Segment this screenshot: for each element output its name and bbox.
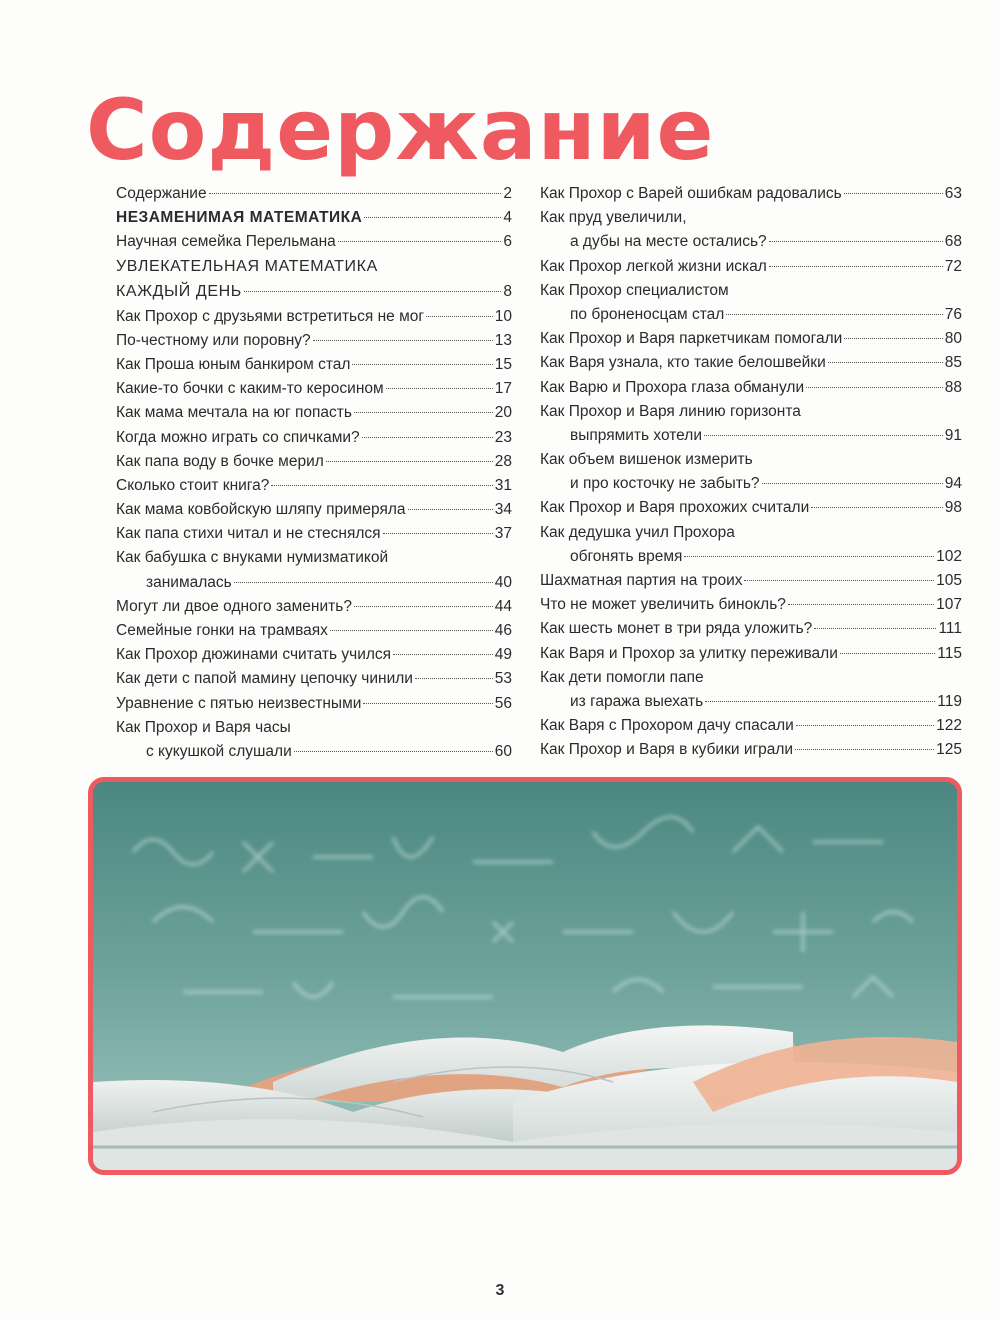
toc-entry xyxy=(116,546,512,594)
toc-entry xyxy=(116,255,512,305)
toc-leader-dots xyxy=(363,703,492,704)
toc-entry-title: Как дедушка учил Прохора xyxy=(540,523,735,541)
page-title: Содержание xyxy=(86,81,715,179)
toc-entry xyxy=(116,353,512,377)
toc-entry xyxy=(540,255,962,279)
toc-page-number: 20 xyxy=(494,404,512,422)
toc-leader-dots xyxy=(744,580,934,581)
toc-leader-dots xyxy=(704,435,943,436)
toc-entry-title: КАЖДЫЙ ДЕНЬ xyxy=(116,282,242,300)
toc-leader-dots xyxy=(788,604,934,605)
toc-entry xyxy=(116,329,512,353)
toc-page-number: 76 xyxy=(944,305,962,323)
toc-entry-title: Как дети с папой мамину цепочку чинили xyxy=(116,670,413,688)
toc-page-number: 6 xyxy=(503,233,512,251)
toc-entry-title: Как Варя с Прохором дачу спасали xyxy=(540,717,794,735)
toc-page-number: 125 xyxy=(936,741,962,759)
toc-leader-dots xyxy=(364,217,501,218)
toc-page-number: 17 xyxy=(494,380,512,398)
toc-leader-dots xyxy=(386,388,493,389)
toc-entry xyxy=(540,182,962,206)
toc-entry-title: Уравнение с пятью неизвестными xyxy=(116,694,362,712)
toc-page-number: 23 xyxy=(494,428,512,446)
toc-entry-title: а дубы на месте остались? xyxy=(570,233,767,251)
toc-page-number: 56 xyxy=(494,694,512,712)
toc-entry-title: Как объем вишенок измерить xyxy=(540,451,753,469)
toc-entry-title: и про косточку не забыть? xyxy=(570,475,760,493)
toc-entry xyxy=(116,692,512,716)
toc-entry xyxy=(540,496,962,520)
toc-page-number: 102 xyxy=(936,547,962,565)
toc-leader-dots xyxy=(271,485,492,486)
toc-entry xyxy=(540,593,962,617)
toc-leader-dots xyxy=(326,461,493,462)
toc-page-number: 105 xyxy=(936,572,962,589)
toc-entry xyxy=(116,426,512,450)
toc-entry-title: Как папа стихи читал и не стеснялся xyxy=(116,525,381,543)
toc-entry-title: Могут ли двое одного заменить? xyxy=(116,597,352,615)
toc-entry-title: Как папа воду в бочке мерил xyxy=(116,452,324,470)
toc-page-number: 111 xyxy=(938,620,962,638)
toc-page-number: 85 xyxy=(944,354,962,372)
toc-leader-dots xyxy=(762,483,943,484)
books-photo-graphic xyxy=(93,782,957,1170)
toc-entry-title: выпрямить хотели xyxy=(570,426,702,444)
toc-page-number: 98 xyxy=(944,499,962,517)
toc-page-number: 46 xyxy=(494,622,512,639)
toc-leader-dots xyxy=(244,291,502,292)
toc-page-number: 53 xyxy=(494,670,512,688)
toc-column-left xyxy=(116,182,512,764)
toc-entry xyxy=(116,450,512,474)
toc-entry-title: Как Варю и Прохора глаза обманули xyxy=(540,378,805,396)
toc-entry xyxy=(116,182,512,206)
toc-entry xyxy=(540,448,962,496)
toc-page-number: 80 xyxy=(944,330,962,348)
toc-page-number: 88 xyxy=(944,378,962,396)
toc-entry xyxy=(540,376,962,400)
toc-leader-dots xyxy=(705,701,935,702)
toc-entry-title: Как шесть монет в три ряда уложить? xyxy=(540,620,813,638)
toc-entry-title: Как Прохор легкой жизни искал xyxy=(540,257,767,275)
toc-leader-dots xyxy=(806,387,943,388)
toc-entry-title: НЕЗАМЕНИМАЯ МАТЕМАТИКА xyxy=(116,209,363,227)
toc-entry-title: Как Прохор специалистом xyxy=(540,281,729,299)
toc-entry xyxy=(116,305,512,329)
toc-entry xyxy=(540,617,962,641)
toc-entry-title: Как Прохор с Варей ошибкам радовались xyxy=(540,185,842,202)
toc-entry xyxy=(116,206,512,230)
toc-entry xyxy=(540,642,962,666)
toc-entry-title: Как Прохор дюжинами считать учился xyxy=(116,646,392,664)
toc-page-number: 40 xyxy=(494,573,512,591)
toc-entry xyxy=(540,521,962,569)
toc-entry xyxy=(540,569,962,593)
toc-entry-title: Научная семейка Перельмана xyxy=(116,233,336,251)
toc-entry xyxy=(116,619,512,643)
toc-page-number: 28 xyxy=(494,452,512,470)
toc-entry-title: Что не может увеличить бинокль? xyxy=(540,596,786,614)
toc-leader-dots xyxy=(383,533,493,534)
toc-entry-title: Сколько стоит книга? xyxy=(116,476,270,494)
toc-leader-dots xyxy=(338,241,502,242)
toc-entry-title: Как Проша юным банкиром стал xyxy=(116,355,351,373)
toc-page-number: 119 xyxy=(937,692,962,710)
toc-entry-title: Как дети помогли папе xyxy=(540,668,704,686)
toc-entry-title: Как Прохор и Варя паркетчикам помогали xyxy=(540,330,843,348)
toc-entry-title: обгонять время xyxy=(570,547,683,565)
toc-page-number: 13 xyxy=(494,331,512,349)
toc-entry-title: Шахматная партия на троих xyxy=(540,572,743,589)
toc-leader-dots xyxy=(844,193,943,194)
toc-page-number: 31 xyxy=(494,476,512,494)
toc-leader-dots xyxy=(393,654,493,655)
toc-entry xyxy=(116,643,512,667)
toc-entry-title: Как Прохор с друзьями встретиться не мог xyxy=(116,307,424,325)
toc-page-number: 107 xyxy=(936,596,962,614)
toc-leader-dots xyxy=(726,314,942,315)
toc-leader-dots xyxy=(294,751,493,752)
toc-leader-dots xyxy=(426,316,493,317)
toc-page-number: 60 xyxy=(494,742,512,760)
toc-leader-dots xyxy=(354,412,493,413)
toc-column-right xyxy=(540,182,962,763)
toc-entry-title: Как Варя и Прохор за улитку переживали xyxy=(540,644,838,662)
toc-leader-dots xyxy=(354,606,493,607)
toc-entry-title: занималась xyxy=(146,573,232,591)
toc-entry-title: из гаража выехать xyxy=(570,692,704,710)
toc-entry xyxy=(540,400,962,448)
toc-page-number: 34 xyxy=(494,501,512,519)
toc-page-number: 68 xyxy=(944,233,962,251)
toc-entry-title: Как Варя узнала, кто такие белошвейки xyxy=(540,354,826,372)
toc-page-number: 94 xyxy=(944,475,962,493)
toc-page-number: 72 xyxy=(944,257,962,275)
toc-entry xyxy=(540,327,962,351)
toc-page-number: 122 xyxy=(936,717,962,735)
toc-entry xyxy=(116,595,512,619)
toc-entry-title: Как Прохор и Варя линию горизонта xyxy=(540,402,801,420)
toc-entry xyxy=(540,206,962,254)
toc-page-number: 91 xyxy=(944,426,962,444)
toc-page-number: 63 xyxy=(944,185,962,202)
toc-entry-title: Как мама ковбойскую шляпу примеряла xyxy=(116,501,406,519)
toc-entry xyxy=(540,351,962,375)
toc-entry xyxy=(116,716,512,764)
toc-leader-dots xyxy=(684,556,934,557)
toc-entry xyxy=(540,666,962,714)
toc-leader-dots xyxy=(814,628,936,629)
toc-entry-title: Как Прохор и Варя в кубики играли xyxy=(540,741,794,759)
illustration-books-blackboard xyxy=(88,777,962,1175)
toc-entry xyxy=(540,714,962,738)
toc-entry-title: Как Прохор и Варя прохожих считали xyxy=(540,499,810,517)
toc-entry xyxy=(116,377,512,401)
toc-page-number: 44 xyxy=(494,597,512,615)
toc-page-number: 2 xyxy=(503,185,512,202)
page-number: 3 xyxy=(495,1282,505,1299)
toc-entry xyxy=(116,522,512,546)
toc-leader-dots xyxy=(415,678,493,679)
toc-leader-dots xyxy=(769,266,943,267)
toc-entry-title: по броненосцам стал xyxy=(570,305,725,323)
toc-page-number: 4 xyxy=(503,209,512,227)
toc-entry xyxy=(540,738,962,762)
toc-leader-dots xyxy=(362,437,493,438)
toc-entry-title: Как Прохор и Варя часы xyxy=(116,718,291,736)
toc-page-number: 37 xyxy=(494,525,512,543)
toc-page-number: 10 xyxy=(494,307,512,325)
toc-entry xyxy=(116,498,512,522)
toc-leader-dots xyxy=(234,582,493,583)
toc-leader-dots xyxy=(408,509,493,510)
toc-leader-dots xyxy=(844,338,942,339)
toc-entry xyxy=(116,401,512,425)
toc-entry xyxy=(116,667,512,691)
toc-leader-dots xyxy=(828,362,943,363)
toc-leader-dots xyxy=(209,193,502,194)
toc-entry-title: Как мама мечтала на юг попасть xyxy=(116,404,352,422)
toc-leader-dots xyxy=(840,653,935,654)
toc-leader-dots xyxy=(313,340,493,341)
toc-entry xyxy=(116,474,512,498)
toc-entry-title: По-честному или поровну? xyxy=(116,331,311,349)
toc-page-number: 115 xyxy=(937,644,962,662)
toc-leader-dots xyxy=(330,630,493,631)
toc-entry-title: Как пруд увеличили, xyxy=(540,209,687,227)
toc-entry-title: Какие-то бочки с каким-то керосином xyxy=(116,380,384,398)
toc-leader-dots xyxy=(795,749,934,750)
toc-entry xyxy=(116,230,512,254)
toc-leader-dots xyxy=(352,364,492,365)
toc-entry xyxy=(540,279,962,327)
toc-entry-title: Когда можно играть со спичками? xyxy=(116,428,360,446)
toc-entry-title: УВЛЕКАТЕЛЬНАЯ МАТЕМАТИКА xyxy=(116,257,378,275)
toc-entry-title: с кукушкой слушали xyxy=(146,742,292,760)
toc-leader-dots xyxy=(769,241,943,242)
toc-leader-dots xyxy=(811,507,942,508)
toc-entry-title: Семейные гонки на трамваях xyxy=(116,622,328,639)
toc-entry-title: Как бабушка с внуками нумизматикой xyxy=(116,549,389,567)
toc-entry-title: Содержание xyxy=(116,185,207,202)
toc-page-number: 49 xyxy=(494,646,512,664)
toc-page-number: 15 xyxy=(494,355,512,373)
toc-leader-dots xyxy=(796,725,934,726)
toc-page-number: 8 xyxy=(503,282,512,300)
